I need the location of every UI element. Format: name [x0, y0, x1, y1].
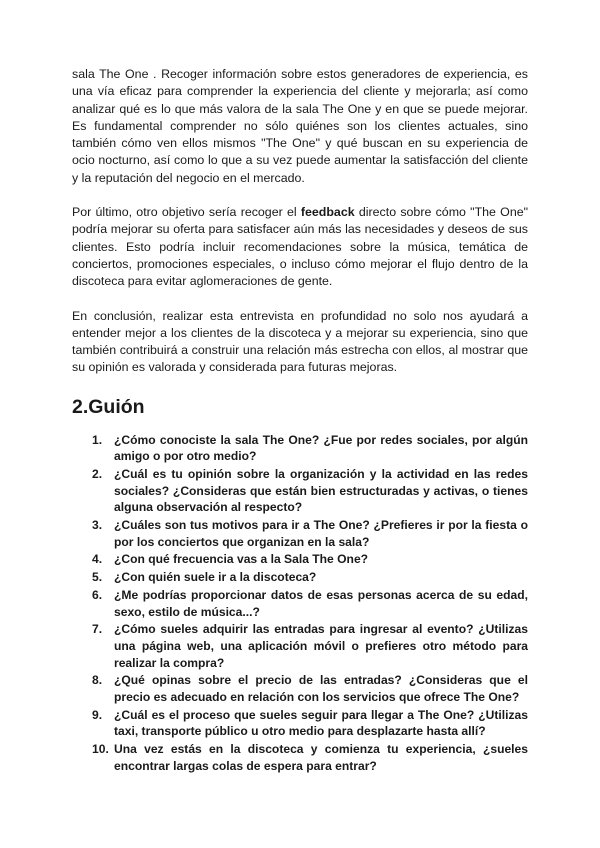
question-number: 6.: [92, 588, 103, 603]
question-number: 4.: [92, 552, 103, 567]
question-item: [72, 707, 528, 740]
question-number: 7.: [92, 622, 103, 637]
question-item: [72, 569, 528, 586]
paragraph-intro: sala The One . Recoger información sobre estos generadores de experiencia, es una vía eficaz para comprender la experiencia del cliente y mejorarla; así como analizar qué es lo que más valora de la sala The One y en que se puede mejorar. Es fundamental comprender no sólo quiénes son los clientes actuales, sino también cómo ven ellos mismos "The One" y qué buscan en su experiencia de ocio nocturno, así como lo que a su vez puede aumentar la satisfacción del cliente y la reputación del negocio en el mercado.: [72, 67, 528, 185]
question-text: ¿Cuál es tu opinión sobre la organización y la actividad en las redes sociales? ¿Consideras que están bien estructuradas y activas, o tienes alguna observación al respecto?: [114, 467, 528, 515]
question-item: [72, 432, 528, 465]
question-item: [72, 741, 528, 774]
question-text: ¿Cómo conociste la sala The One? ¿Fue por redes sociales, por algún amigo o por otro medio?: [114, 432, 528, 464]
feedback-keyword: feedback: [300, 205, 355, 220]
question-item: [72, 587, 528, 620]
question-text: ¿Cuáles son tus motivos para ir a The One? ¿Prefieres ir por la fiesta o por los conciertos que organizan en la sala?: [114, 518, 528, 549]
question-item: [72, 466, 528, 516]
paragraph-feedback-start: Por último, otro objetivo sería recoger el: [72, 205, 301, 220]
question-text: ¿Me podrías proporcionar datos de esas personas acerca de su edad, sexo, estilo de música...?: [114, 588, 528, 619]
paragraph-feedback-end: directo sobre cómo "The One" podría mejorar su oferta para satisfacer aún más las necesidades y deseos de sus clientes. Esto podría incluir recomendaciones sobre la música, temática de conciertos, promociones especiales, o incluso cómo mejorar el flujo dentro de la discoteca para evitar aglomeraciones de gente.: [72, 205, 528, 289]
question-text: ¿Con quién suele ir a la discoteca?: [114, 570, 317, 585]
paragraph-conclusion: En conclusión, realizar esta entrevista en profundidad no solo nos ayudará a entender mejor a los clientes de la discoteca y a mejorar su experiencia, sino que también contribuirá a construir una relación más estrecha con ellos, al mostrar que su opinión es valorada y considerada para futuras mejoras.: [72, 308, 528, 375]
question-number: 2.: [92, 467, 103, 482]
paragraph-feedback: [72, 204, 528, 290]
question-number: 9.: [92, 707, 103, 722]
question-item: [72, 672, 528, 705]
question-number: 5.: [92, 570, 103, 585]
question-text: ¿Con qué frecuencia vas a la Sala The One?: [114, 552, 369, 567]
question-list: [72, 432, 528, 775]
question-number: 8.: [92, 673, 103, 688]
question-number: 1.: [92, 432, 103, 447]
question-item: [72, 621, 528, 671]
question-number: 3.: [92, 518, 103, 533]
question-text: Una vez estás en la discoteca y comienza tu experiencia, ¿sueles encontrar largas colas de espera para entrar?: [114, 742, 528, 773]
section-title: 2.Guión: [72, 395, 145, 418]
question-item: [72, 551, 528, 568]
question-number: 10.: [92, 742, 109, 757]
question-text: ¿Cómo sueles adquirir las entradas para ingresar al evento? ¿Utilizas una página web, una aplicación móvil o prefieres otro método para realizar la compra?: [114, 622, 528, 670]
question-item: [72, 517, 528, 550]
question-text: ¿Cuál es el proceso que sueles seguir para llegar a The One? ¿Utilizas taxi, transporte público u otro medio para desplazarte hasta allí?: [114, 707, 528, 739]
question-text: ¿Qué opinas sobre el precio de las entradas? ¿Consideras que el precio es adecuado en relación con los servicios que ofrece The One?: [114, 673, 528, 704]
